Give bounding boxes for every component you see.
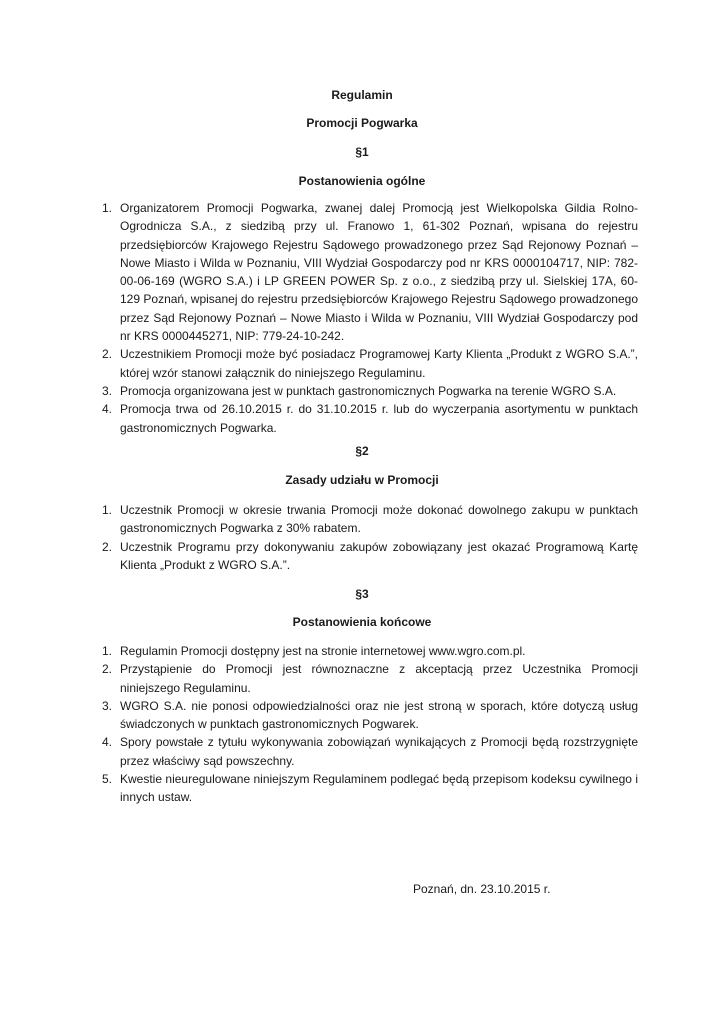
item-text: Regulamin Promocji dostępny jest na stronie internetowej www.wgro.com.pl. xyxy=(120,644,526,658)
document-subtitle: Promocji Pogwarka xyxy=(306,116,418,130)
document-title: Regulamin xyxy=(331,88,393,102)
item-text: Organizatorem Promocji Pogwarka, zwanej dalej Promocją jest Wielkopolska Gildia Rolno-Ogrodnicza S.A., z siedzibą przy ul. Franowo 1, 61-302 Poznań, wpisana do rejestru przedsiębiorców Krajowego Rejestru Sądowego prowadzonego przez Sąd Rejonowy Poznań – Nowe Miasto i Wilda w Poznaniu, VIII Wydział Gospodarczy pod nr KRS 0000104717, NIP: 782-00-06-169 (WGRO S.A.) i LP GREEN POWER Sp. z o.o., z siedzibą przy ul. Sielskiej 17A, 60-129 Poznań, wpisanej do rejestru przedsiębiorców Krajowego Rejestru Sądowego prowadzonego przez Sąd Rejonowy Poznań – Nowe Miasto i Wilda w Poznaniu, VIII Wydział Gospodarczy pod nr KRS 0000445271, NIP: 779-24-10-242. xyxy=(120,201,638,344)
item-text: Promocja organizowana jest w punktach gastronomicznych Pogwarka na terenie WGRO S.A. xyxy=(120,383,617,398)
place-date-signature: Poznań, dn. 23.10.2015 r. xyxy=(413,882,551,896)
item-text: Przystąpienie do Promocji jest równoznaczne z akceptacją przez Uczestnika Promocji niniejszego Regulaminu. xyxy=(120,662,638,695)
item-number: 5. xyxy=(102,772,113,787)
item-text: WGRO S.A. nie ponosi odpowiedzialności oraz nie jest stroną w sporach, które dotyczą usług świadczonych w punktach gastronomicznych Pogwarek. xyxy=(120,698,638,732)
section-3-mark: §3 xyxy=(355,587,369,601)
section-1-mark: §1 xyxy=(355,145,369,159)
section-2-mark: §2 xyxy=(355,444,369,458)
list-item xyxy=(102,538,638,575)
item-number: 3. xyxy=(102,698,113,713)
item-number: 1. xyxy=(102,503,113,517)
list-item xyxy=(102,400,638,437)
item-text: Uczestnik Promocji w okresie trwania Promocji może dokonać dowolnego zakupu w punktach gastronomicznych Pogwarka z 30% rabatem. xyxy=(120,503,638,536)
list-item xyxy=(102,382,638,400)
item-number: 3. xyxy=(102,383,113,398)
item-number: 2. xyxy=(102,347,113,362)
section-3-list xyxy=(102,642,638,807)
list-item xyxy=(102,501,638,538)
list-item xyxy=(102,733,638,770)
item-text: Uczestnikiem Promocji może być posiadacz Programowej Karty Klienta „Produkt z WGRO S.A.”, której wzór stanowi załącznik do niniejszego Regulaminu. xyxy=(120,347,638,380)
list-item xyxy=(102,770,638,807)
list-item xyxy=(102,697,638,734)
item-text: Uczestnik Programu przy dokonywaniu zakupów zobowiązany jest okazać Programową Kartę Klienta „Produkt z WGRO S.A.”. xyxy=(120,539,638,572)
list-item xyxy=(102,642,638,660)
list-item xyxy=(102,660,638,697)
section-1-heading: Postanowienia ogólne xyxy=(298,174,426,188)
list-item xyxy=(102,345,638,382)
item-text: Kwestie nieuregulowane niniejszym Regulaminem podlegać będą przepisom kodeksu cywilnego i innych ustaw. xyxy=(120,772,638,805)
item-number: 4. xyxy=(102,402,113,417)
section-3-heading: Postanowienia końcowe xyxy=(292,615,432,629)
section-1-list xyxy=(102,199,638,437)
item-number: 2. xyxy=(102,539,113,554)
list-item xyxy=(102,199,638,345)
section-2-heading: Zasady udziału w Promocji xyxy=(285,473,439,487)
section-2-list xyxy=(102,501,638,574)
item-number: 1. xyxy=(102,644,113,658)
item-text: Promocja trwa od 26.10.2015 r. do 31.10.2015 r. lub do wyczerpania asortymentu w punktach gastronomicznych Pogwarka. xyxy=(120,402,638,435)
item-number: 2. xyxy=(102,662,113,677)
item-text: Spory powstałe z tytułu wykonywania zobowiązań wynikających z Promocji będą rozstrzygnięte przez właściwy sąd powszechny. xyxy=(120,735,638,768)
item-number: 1. xyxy=(102,201,113,215)
item-number: 4. xyxy=(102,735,113,750)
